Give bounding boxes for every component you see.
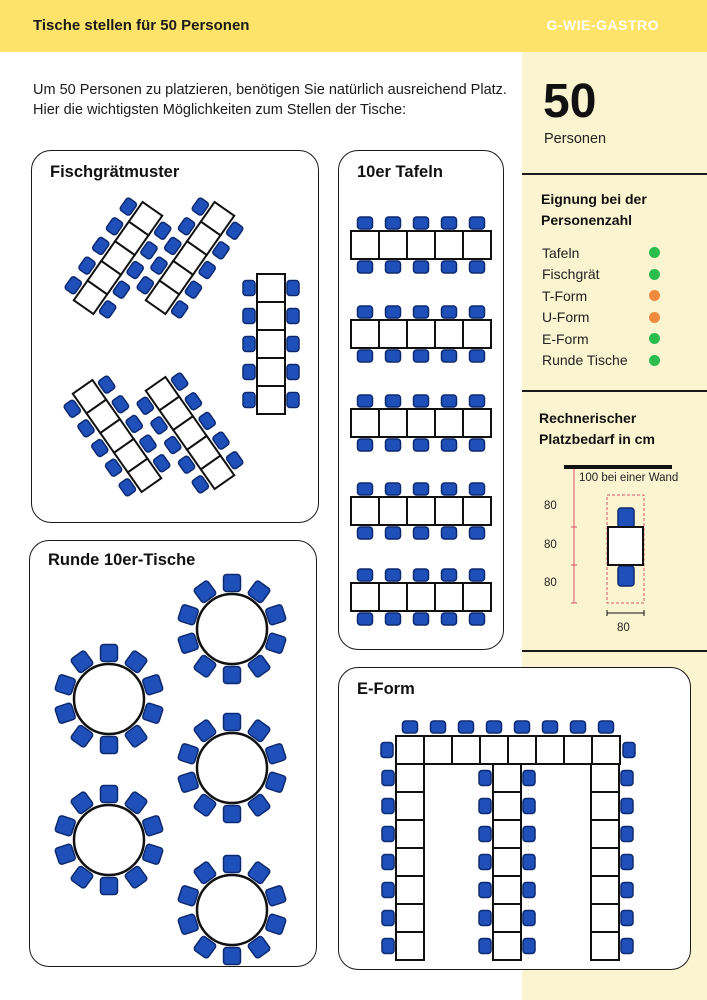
chair [382, 771, 394, 786]
suitability-row: Fischgrät [542, 264, 660, 286]
status-dot [649, 355, 660, 366]
table [435, 231, 463, 259]
table [257, 386, 285, 414]
e-form-layout [339, 668, 691, 970]
e-form-panel [338, 667, 691, 970]
chair [523, 939, 535, 954]
chair [414, 483, 429, 495]
chair [55, 674, 76, 695]
table [407, 231, 435, 259]
chair [243, 309, 255, 324]
chair [382, 939, 394, 954]
chair [224, 575, 241, 592]
chair [470, 439, 485, 451]
dimension-label: 80 [544, 577, 557, 589]
chair [358, 217, 373, 229]
chair [178, 633, 199, 654]
table-group [382, 764, 424, 960]
table [396, 904, 424, 932]
table-group [178, 575, 287, 684]
chair [442, 217, 457, 229]
table [257, 358, 285, 386]
chair [224, 667, 241, 684]
table [591, 792, 619, 820]
chair [358, 439, 373, 451]
table [407, 409, 435, 437]
table-group [55, 786, 164, 895]
table [591, 904, 619, 932]
chair [265, 772, 286, 793]
table [564, 736, 592, 764]
table [435, 583, 463, 611]
ten-tables-panel [338, 150, 504, 650]
chair [386, 395, 401, 407]
chair [571, 721, 586, 733]
chair [479, 883, 491, 898]
chair [287, 393, 299, 408]
chair [55, 844, 76, 865]
table-group [351, 483, 491, 539]
chair [287, 309, 299, 324]
table [396, 764, 424, 792]
chair [431, 721, 446, 733]
chair [470, 350, 485, 362]
round-tables-panel [29, 540, 317, 967]
table [493, 848, 521, 876]
table-group [479, 764, 535, 960]
table [591, 848, 619, 876]
suitability-row: Tafeln [542, 242, 660, 264]
chair [543, 721, 558, 733]
table [407, 320, 435, 348]
chair [265, 914, 286, 935]
status-dot [649, 333, 660, 344]
chair [287, 281, 299, 296]
chair [599, 721, 614, 733]
table [591, 932, 619, 960]
chair [479, 827, 491, 842]
table-group [351, 217, 491, 273]
chair [178, 772, 199, 793]
panel-title: E-Form [357, 680, 415, 698]
intro-text: Um 50 Personen zu platzieren, benötigen Sie natürlich ausreichend Platz. Hier die wichtigsten Möglichkeiten zum Stellen der Tische: [33, 82, 507, 118]
panel-title: Runde 10er-Tische [48, 551, 196, 569]
chair [621, 771, 633, 786]
chair [621, 883, 633, 898]
chair [358, 261, 373, 273]
chair [479, 771, 491, 786]
table-group [351, 395, 491, 451]
header-bar [0, 0, 707, 52]
chair [621, 939, 633, 954]
chair [470, 217, 485, 229]
chair [479, 799, 491, 814]
chair [515, 721, 530, 733]
chair [403, 721, 418, 733]
table [536, 736, 564, 764]
chair [470, 613, 485, 625]
chair [442, 569, 457, 581]
chair [487, 721, 502, 733]
chair [442, 306, 457, 318]
table-group [351, 306, 491, 362]
chair [442, 483, 457, 495]
chair [442, 527, 457, 539]
table [463, 231, 491, 259]
chair [101, 786, 118, 803]
chair [470, 527, 485, 539]
chair [479, 911, 491, 926]
chair [523, 855, 535, 870]
table [435, 409, 463, 437]
chair [358, 395, 373, 407]
chair [479, 939, 491, 954]
chair [523, 883, 535, 898]
round-table [197, 733, 267, 803]
chair [142, 674, 163, 695]
chair [386, 261, 401, 273]
status-dot [649, 312, 660, 323]
table [435, 497, 463, 525]
chair [442, 395, 457, 407]
table [351, 320, 379, 348]
chair [142, 815, 163, 836]
table [591, 820, 619, 848]
chair [358, 527, 373, 539]
chair [523, 827, 535, 842]
chair [178, 604, 199, 625]
table [493, 792, 521, 820]
table [379, 231, 407, 259]
table [407, 583, 435, 611]
table [508, 736, 536, 764]
brand-logo: G-WIE-GASTRO [546, 17, 659, 33]
chair [386, 613, 401, 625]
chair [101, 737, 118, 754]
round-table [74, 805, 144, 875]
dimension-label: 80 [544, 539, 557, 551]
chair [470, 306, 485, 318]
table [463, 583, 491, 611]
chair [442, 613, 457, 625]
table [351, 231, 379, 259]
chair [358, 613, 373, 625]
table [379, 320, 407, 348]
table-group [243, 274, 299, 414]
table [493, 904, 521, 932]
chair [178, 885, 199, 906]
chair [470, 261, 485, 273]
table [351, 497, 379, 525]
table [351, 409, 379, 437]
chair [243, 365, 255, 380]
table [493, 764, 521, 792]
chair [358, 483, 373, 495]
chair [382, 827, 394, 842]
chair [442, 350, 457, 362]
chair [265, 604, 286, 625]
table [480, 736, 508, 764]
panel-title: Fischgrätmuster [50, 163, 180, 181]
chair [101, 645, 118, 662]
chair [55, 703, 76, 724]
table [396, 792, 424, 820]
chair [523, 799, 535, 814]
chair [178, 743, 199, 764]
chair [386, 483, 401, 495]
wall-note: 100 bei einer Wand [579, 472, 679, 484]
table [257, 274, 285, 302]
space-heading: Rechnerischer Platzbedarf in cm [539, 410, 655, 447]
chair [382, 911, 394, 926]
person-count-label: Personen [544, 131, 607, 147]
ten-tables-layout [339, 151, 504, 650]
table [463, 320, 491, 348]
round-table [197, 594, 267, 664]
round-table [74, 664, 144, 734]
chair [382, 883, 394, 898]
panel-title: 10er Tafeln [357, 163, 443, 181]
herringbone-layout [32, 151, 319, 523]
table [351, 583, 379, 611]
chair [470, 483, 485, 495]
table [407, 497, 435, 525]
suitability-list [542, 242, 660, 371]
chair [55, 815, 76, 836]
table [435, 320, 463, 348]
chair [621, 827, 633, 842]
chair [386, 350, 401, 362]
chair [243, 393, 255, 408]
table [257, 330, 285, 358]
chair [243, 337, 255, 352]
table [493, 932, 521, 960]
status-dot [649, 269, 660, 280]
space-diagram [522, 455, 707, 645]
suitability-row: U-Form [542, 307, 660, 329]
chair [479, 855, 491, 870]
chair [265, 885, 286, 906]
round-tables-layout [30, 541, 317, 967]
chair [142, 703, 163, 724]
suitability-row: T-Form [542, 285, 660, 307]
status-dot [649, 247, 660, 258]
round-table [197, 875, 267, 945]
person-count: 50 [543, 75, 597, 128]
table-group [178, 714, 287, 823]
table [463, 497, 491, 525]
chair [414, 306, 429, 318]
table [396, 820, 424, 848]
table [257, 302, 285, 330]
chair [358, 569, 373, 581]
chair [523, 911, 535, 926]
suitability-row: Runde Tische [542, 350, 660, 372]
table [452, 736, 480, 764]
chair [358, 350, 373, 362]
table-group [381, 721, 635, 764]
table [591, 764, 619, 792]
table-group [351, 569, 491, 625]
dimension-label: 80 [544, 500, 557, 512]
table [379, 497, 407, 525]
chair [224, 806, 241, 823]
suitability-row: E-Form [542, 328, 660, 350]
chair [224, 714, 241, 731]
table [396, 876, 424, 904]
table [396, 736, 424, 764]
table-group [178, 856, 287, 965]
table [591, 876, 619, 904]
chair [382, 799, 394, 814]
chair [621, 855, 633, 870]
status-dot [649, 290, 660, 301]
table [493, 876, 521, 904]
chair [101, 878, 118, 895]
table [379, 583, 407, 611]
chair [523, 771, 535, 786]
chair [414, 350, 429, 362]
table-group [55, 645, 164, 754]
chair [386, 217, 401, 229]
chair [265, 743, 286, 764]
table [396, 932, 424, 960]
table [463, 409, 491, 437]
sidebar-divider [522, 390, 707, 392]
chair [382, 855, 394, 870]
chair [287, 365, 299, 380]
chair [414, 395, 429, 407]
chair [470, 569, 485, 581]
chair [243, 281, 255, 296]
chair [414, 527, 429, 539]
chair [414, 569, 429, 581]
sidebar-divider [522, 650, 707, 652]
chair [386, 306, 401, 318]
chair [414, 439, 429, 451]
chair [623, 743, 635, 758]
chair [265, 633, 286, 654]
chair [414, 613, 429, 625]
table [396, 848, 424, 876]
chair [381, 743, 393, 758]
table [592, 736, 620, 764]
dimension-label: 80 [617, 622, 630, 634]
chair [414, 261, 429, 273]
chair [224, 856, 241, 873]
table-group [591, 764, 633, 960]
sidebar-divider [522, 173, 707, 175]
chair [414, 217, 429, 229]
chair [386, 527, 401, 539]
chair [178, 914, 199, 935]
chair [142, 844, 163, 865]
herringbone-panel [31, 150, 319, 523]
chair [386, 439, 401, 451]
chair [358, 306, 373, 318]
chair [470, 395, 485, 407]
table [379, 409, 407, 437]
table [424, 736, 452, 764]
chair [386, 569, 401, 581]
chair [621, 911, 633, 926]
chair [442, 439, 457, 451]
chair [459, 721, 474, 733]
chair [442, 261, 457, 273]
table [493, 820, 521, 848]
chair [224, 948, 241, 965]
suitability-heading: Eignung bei der Personenzahl [541, 191, 647, 228]
chair [287, 337, 299, 352]
page-title: Tische stellen für 50 Personen [33, 17, 250, 34]
chair [621, 799, 633, 814]
